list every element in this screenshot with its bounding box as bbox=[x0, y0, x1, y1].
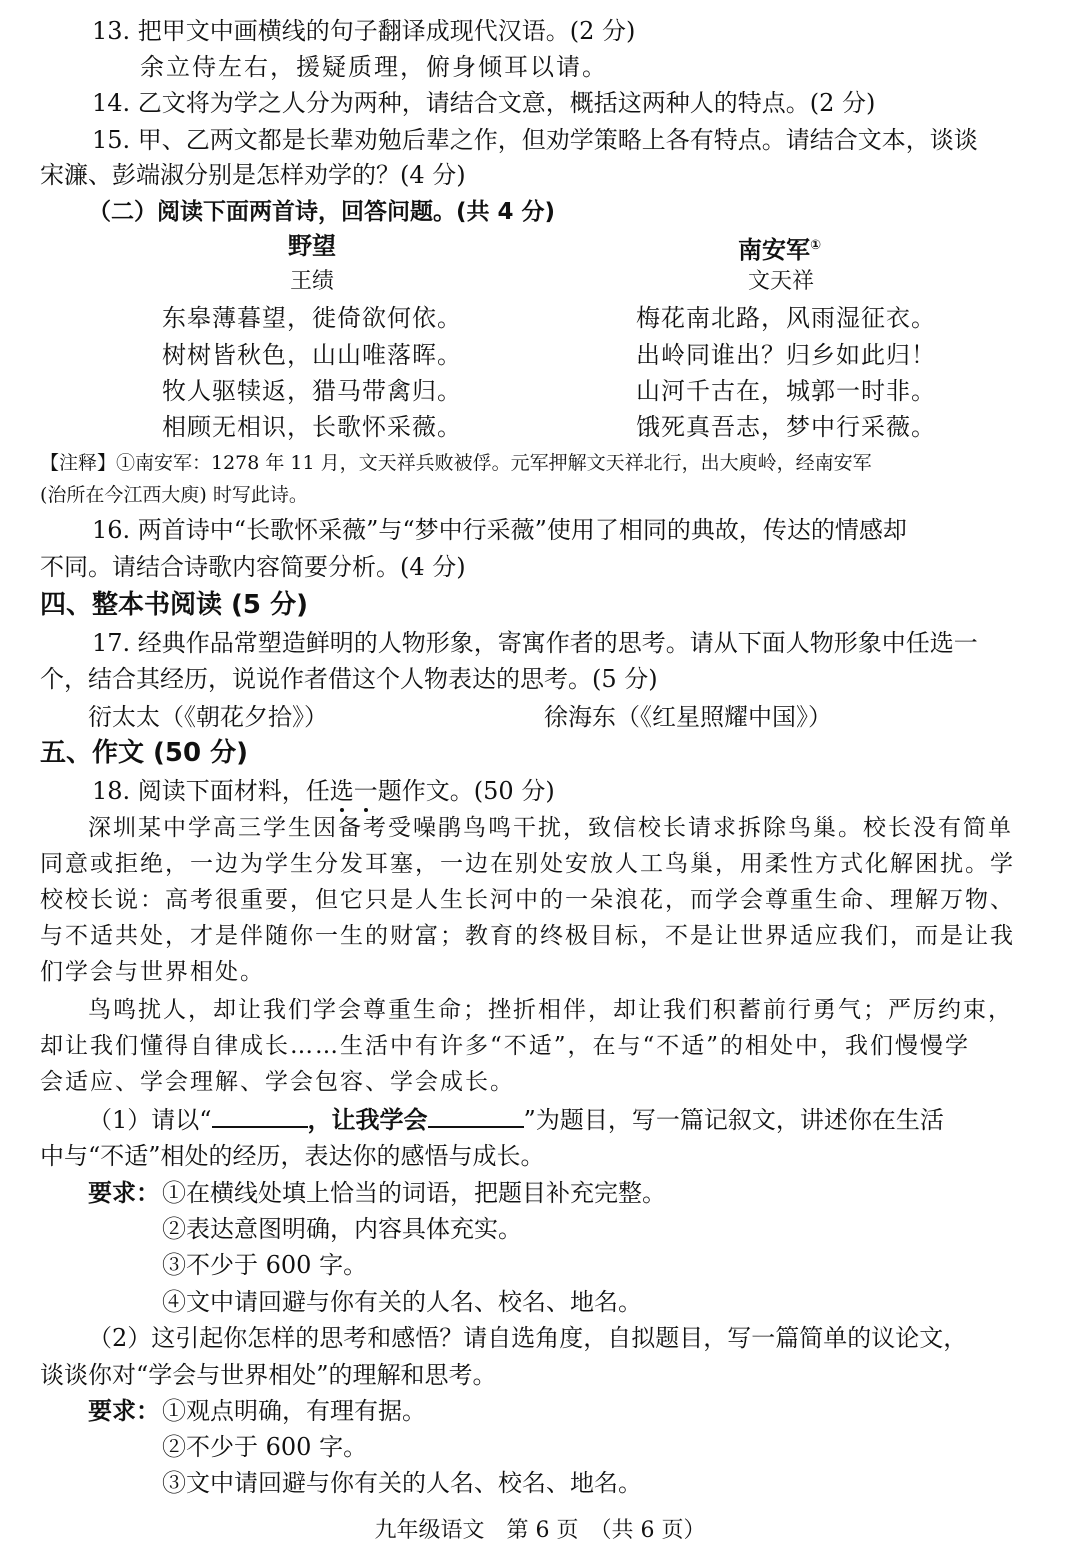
question-13-prompt: 13. 把甲文中画横线的句子翻译成现代汉语。(2 分) bbox=[92, 17, 636, 45]
poem1-author: 王绩 bbox=[290, 269, 335, 294]
poem2-author: 文天祥 bbox=[748, 269, 815, 294]
question-15-line2: 宋濂、彭端淑分别是怎样劝学的？(4 分) bbox=[40, 161, 466, 189]
task2-requirement-3: ③文中请回避与你有关的人名、校名、地名。 bbox=[162, 1469, 642, 1497]
emphasis-dot-1: 选 bbox=[329, 777, 354, 805]
poem2-footnote-mark: ① bbox=[810, 238, 822, 253]
emphasis-dot-2: 一 bbox=[353, 777, 378, 805]
poem1-line-4: 相顾无相识，长歌怀采薇。 bbox=[162, 413, 462, 441]
task2-requirement-1: ①观点明确，有理有据。 bbox=[162, 1397, 426, 1425]
task2-line2: 谈谈你对“学会与世界相处”的理解和思考。 bbox=[40, 1361, 497, 1389]
poem2-line-3: 山河千古在，城郭一时非。 bbox=[636, 377, 936, 405]
question-16-line2: 不同。请结合诗歌内容简要分析。(4 分) bbox=[40, 553, 466, 581]
task2-requirement-2: ②不少于 600 字。 bbox=[162, 1433, 368, 1461]
task1-requirement-3: ③不少于 600 字。 bbox=[162, 1251, 368, 1279]
task1-post: ”为题目，写一篇记叙文，讲述你在生活 bbox=[523, 1106, 944, 1134]
poem-annotation-line2: (治所在今江西大庾) 时写此诗。 bbox=[40, 484, 308, 506]
question-17-option-b: 徐海东（《红星照耀中国》） bbox=[544, 703, 832, 731]
material-para2-line2: 却让我们懂得自律成长……生活中有许多“不适”，在与“不适”的相处中，我们慢慢学 bbox=[40, 1033, 971, 1059]
title-blank-1 bbox=[212, 1104, 308, 1128]
poem2-title: 南安军 bbox=[738, 236, 810, 264]
question-18-prompt-post: 题作文。(50 分) bbox=[377, 777, 555, 805]
poem2-line-4: 饿死真吾志，梦中行采薇。 bbox=[636, 413, 936, 441]
question-17-option-a: 衍太太（《朝花夕拾》） bbox=[88, 703, 328, 731]
question-18-prompt bbox=[92, 776, 555, 806]
poem1-line-2: 树树皆秋色，山山唯落晖。 bbox=[162, 341, 462, 369]
task1-line2: 中与“不适”相处的经历，表达你的感悟与成长。 bbox=[40, 1142, 545, 1170]
task2-requirements-label: 要求： bbox=[88, 1397, 160, 1425]
poem1-line-1: 东皋薄暮望，徙倚欲何依。 bbox=[162, 304, 462, 332]
question-16-line1: 16. 两首诗中“长歌怀采薇”与“梦中行采薇”使用了相同的典故，传达的情感却 bbox=[92, 516, 907, 544]
question-18-prompt-pre: 18. 阅读下面材料，任 bbox=[92, 777, 330, 805]
question-17-line1: 17. 经典作品常塑造鲜明的人物形象，寄寓作者的思考。请从下面人物形象中任选一 bbox=[92, 629, 978, 657]
material-para1-line4: 与不适共处，才是伴随你一生的财富；教育的终极目标，不是让世界适应我们，而是让我 bbox=[40, 923, 1015, 949]
question-15-line1: 15. 甲、乙两文都是长辈劝勉后辈之作，但劝学策略上各有特点。请结合文本，谈谈 bbox=[92, 126, 978, 154]
material-para2-line3: 会适应、学会理解、学会包容、学会成长。 bbox=[40, 1069, 515, 1095]
poem1-line-3: 牧人驱犊返，猎马带禽归。 bbox=[162, 377, 462, 405]
section-2-heading: （二）阅读下面两首诗，回答问题。(共 4 分) bbox=[88, 199, 556, 225]
question-14: 14. 乙文将为学之人分为两种，请结合文意，概括这两种人的特点。(2 分) bbox=[92, 89, 876, 117]
material-para1-line5: 们学会与世界相处。 bbox=[40, 959, 265, 985]
poem1-title: 野望 bbox=[288, 232, 336, 260]
section-5-heading: 五、作文 (50 分) bbox=[40, 738, 249, 768]
page-footer: 九年级语文 第 6 页 （共 6 页） bbox=[374, 1518, 706, 1543]
material-para1-line2: 同意或拒绝，一边为学生分发耳塞，一边在别处安放人工鸟巢，用柔性方式化解困扰。学 bbox=[40, 851, 1015, 877]
task1-requirements-label: 要求： bbox=[88, 1179, 160, 1207]
poem2-line-2: 出岭同谁出？归乡如此归！ bbox=[636, 341, 936, 369]
task1-requirement-4: ④文中请回避与你有关的人名、校名、地名。 bbox=[162, 1288, 642, 1316]
task1-line1 bbox=[88, 1104, 944, 1135]
task1-pre: （1）请以“ bbox=[88, 1106, 212, 1134]
task1-mid: ，让我学会 bbox=[307, 1106, 428, 1134]
task1-requirement-2: ②表达意图明确，内容具体充实。 bbox=[162, 1215, 522, 1243]
poem2-line-1: 梅花南北路，风雨湿征衣。 bbox=[636, 304, 936, 332]
section-4-heading: 四、整本书阅读 (5 分) bbox=[40, 590, 308, 620]
task1-requirement-1: ①在横线处填上恰当的词语，把题目补充完整。 bbox=[162, 1179, 666, 1207]
material-para1-line1: 深圳某中学高三学生因备考受噪鹃鸟鸣干扰，致信校长请求拆除鸟巢。校长没有简单 bbox=[88, 815, 1013, 841]
title-blank-2 bbox=[428, 1104, 524, 1128]
question-17-line2: 个，结合其经历，说说作者借这个人物表达的思考。(5 分) bbox=[40, 665, 658, 693]
task2-line1: （2）这引起你怎样的思考和感悟？请自选角度，自拟题目，写一篇简单的议论文， bbox=[88, 1324, 968, 1352]
material-para1-line3: 校校长说：高考很重要，但它只是人生长河中的一朵浪花，而学会尊重生命、理解万物、 bbox=[40, 887, 1015, 913]
material-para2-line1: 鸟鸣扰人，却让我们学会尊重生命；挫折相伴，却让我们积蓄前行勇气；严厉约束， bbox=[88, 997, 1013, 1023]
poem-annotation-line1: 【注释】①南安军：1278 年 11 月，文天祥兵败被俘。元军押解文天祥北行，出大庾岭，经南安军 bbox=[40, 452, 872, 474]
question-13-sentence: 余立侍左右，援疑质理，俯身倾耳以请。 bbox=[140, 53, 608, 81]
poem2-title-wrap bbox=[738, 231, 821, 265]
